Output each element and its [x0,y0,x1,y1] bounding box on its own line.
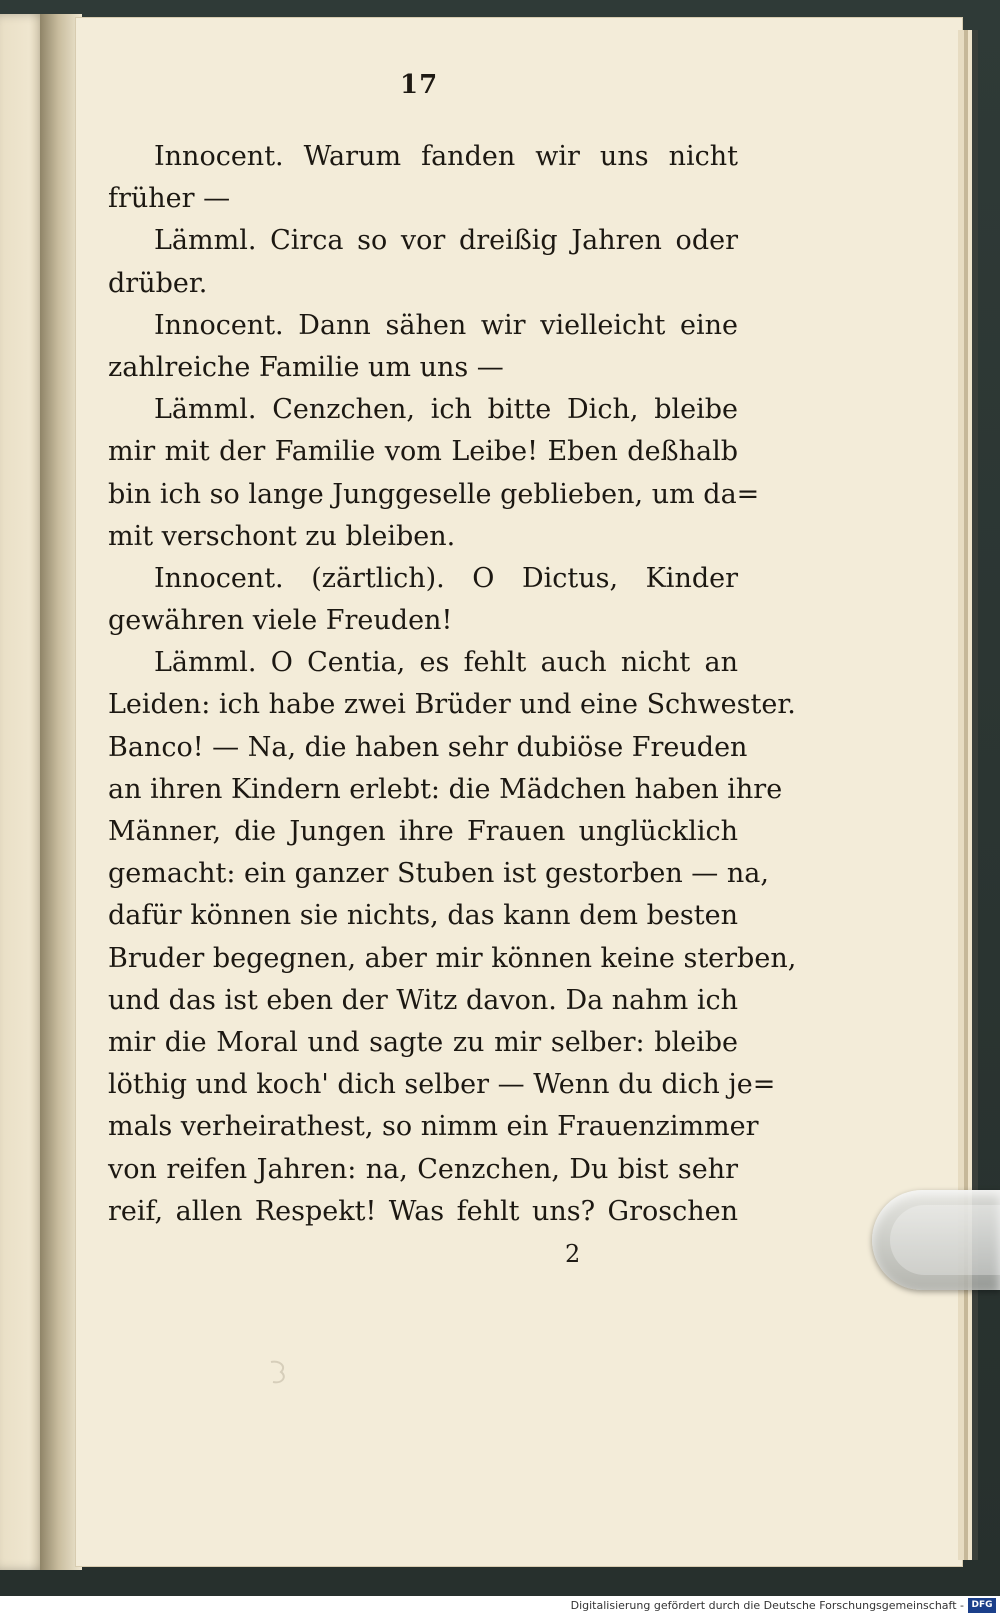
text-line: Lämml. Circa so vor dreißig Jahren oder [154,225,738,257]
faint-stamp-mark [265,1358,295,1388]
text-line: gemacht: ein ganzer Stuben ist gestorben — na, [108,858,769,890]
page-text [108,136,797,1233]
page-stack-edge [972,30,978,1560]
text-line: zahlreiche Familie um uns — [108,351,504,383]
text-line: mir mit der Familie vom Leibe! Eben deßhalb [108,436,738,468]
text-line: mit verschont zu bleiben. [108,520,456,552]
text-line: mals verheirathest, so nimm ein Frauenzimmer [108,1111,759,1143]
text-line: Leiden: ich habe zwei Brüder und eine Schwester. [108,689,796,721]
text-line: von reifen Jahren: na, Cenzchen, Du bist sehr [108,1153,738,1185]
text-line: gewähren viele Freuden! [108,605,453,637]
dfg-logo: DFG [968,1598,996,1613]
text-line: Lämml. Cenzchen, ich bitte Dich, bleibe [154,394,738,426]
page-number: 17 [400,70,439,100]
text-line: Innocent. Dann sähen wir vielleicht eine [154,309,738,341]
text-line: Innocent. Warum fanden wir uns nicht [154,141,738,172]
text-line: Lämml. O Centia, es fehlt auch nicht an [154,647,738,679]
text-line: Innocent. (zärtlich). O Dictus, Kinder [154,562,738,594]
digitization-credit: Digitalisierung gefördert durch die Deutsche Forschungsgemeinschaft - [570,1599,964,1612]
text-line: früher — [108,183,231,215]
page-holder-highlight [890,1205,1000,1275]
text-line: Männer, die Jungen ihre Frauen unglücklich [108,816,738,847]
text-line: reif, allen Respekt! Was fehlt uns? Groschen [108,1195,738,1227]
signature-mark: 2 [565,1240,581,1268]
text-line: dafür können sie nichts, das kann dem besten [108,900,738,932]
text-line: Banco! — Na, die haben sehr dubiöse Freuden [108,731,748,763]
text-line: und das ist eben der Witz davon. Da nahm ich [108,984,738,1016]
text-line: mir die Moral und sagte zu mir selber: bleibe [108,1026,738,1058]
text-line: an ihren Kindern erlebt: die Mädchen haben ihre [108,773,783,805]
text-line: drüber. [108,267,208,299]
text-line: bin ich so lange Junggeselle geblieben, um da= [108,478,760,510]
text-line: Bruder begegnen, aber mir können keine sterben, [108,942,797,974]
text-line: löthig und koch' dich selber — Wenn du dich je= [108,1069,776,1101]
